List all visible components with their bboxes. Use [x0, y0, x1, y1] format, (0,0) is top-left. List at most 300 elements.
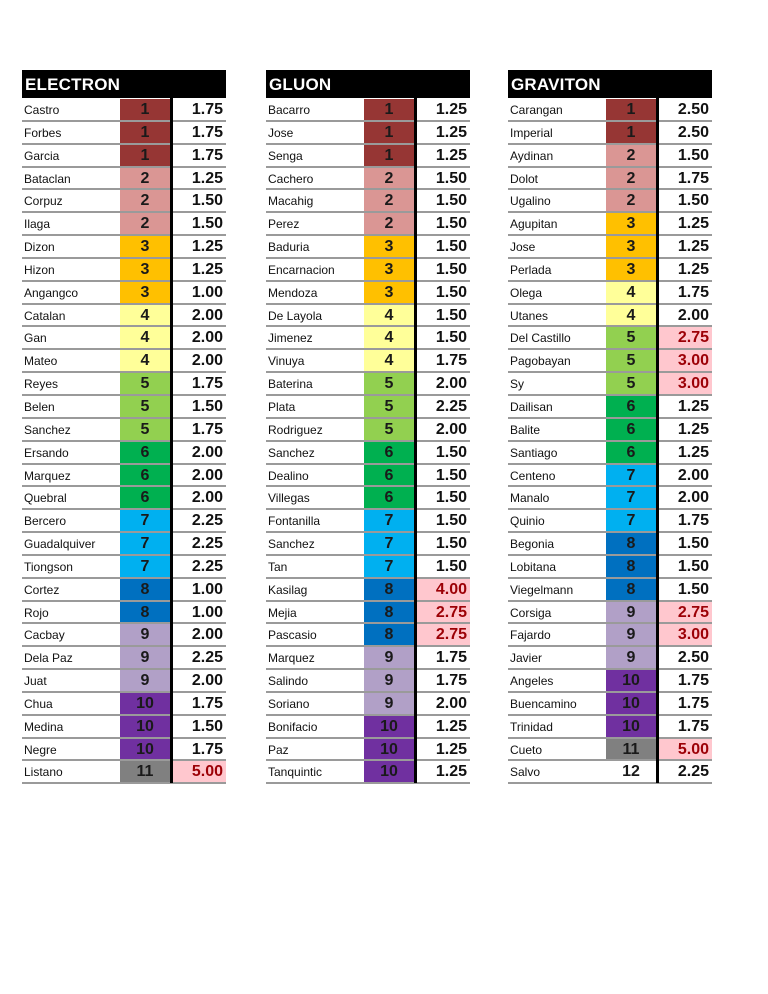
table-row: [22, 556, 226, 579]
table-row: [22, 168, 226, 191]
value-cell-flagged: 2.75: [659, 327, 712, 348]
group-cell: 9: [364, 693, 414, 714]
group-cell: 1: [364, 145, 414, 166]
name-cell: Aydinan: [510, 148, 554, 163]
name-cell: Bacarro: [268, 103, 311, 117]
name-cell: Rodriguez: [268, 422, 323, 437]
name-cell: Tan: [268, 559, 288, 574]
group-cell: 8: [120, 602, 170, 623]
table-row: [266, 487, 470, 510]
value-cell: 2.00: [191, 672, 223, 690]
name-cell: Guadalquiver: [24, 537, 96, 552]
group-cell: 9: [364, 670, 414, 691]
group-cell: 2: [606, 145, 656, 166]
group-cell: 4: [120, 327, 170, 348]
value-cell: 1.75: [677, 694, 709, 712]
table-row: [508, 282, 712, 305]
name-cell: Senga: [268, 148, 303, 163]
group-cell: 11: [606, 739, 656, 760]
table-row: [266, 739, 470, 762]
group-cell: 9: [364, 647, 414, 668]
name-cell: Dela Paz: [24, 651, 73, 666]
table-row: [508, 190, 712, 213]
table-row: [508, 350, 712, 373]
group-cell: 7: [606, 510, 656, 531]
name-cell: Chua: [24, 696, 53, 711]
table-row: [266, 510, 470, 533]
group-cell: 8: [120, 579, 170, 600]
table-row: [508, 510, 712, 533]
value-cell: 1.50: [677, 557, 709, 575]
table-graviton: [508, 70, 712, 784]
group-cell: 1: [120, 122, 170, 143]
group-cell: 10: [606, 693, 656, 714]
table-row: [508, 761, 712, 784]
value-cell: 1.50: [677, 146, 709, 164]
table-row: [508, 579, 712, 602]
table-row: [266, 145, 470, 168]
value-cell: 2.00: [677, 489, 709, 507]
table-row: [266, 442, 470, 465]
table-row: [266, 122, 470, 145]
table-row: [22, 693, 226, 716]
value-cell: 1.50: [435, 329, 467, 347]
table-title: GLUON: [266, 70, 470, 98]
name-cell: Bataclan: [24, 171, 71, 186]
value-cell: 1.50: [435, 466, 467, 484]
name-cell: Centeno: [510, 468, 556, 483]
table-body: [22, 99, 226, 784]
name-cell: Gan: [24, 331, 47, 346]
name-cell: Jose: [268, 125, 294, 140]
group-cell: 9: [606, 647, 656, 668]
group-cell: 11: [120, 761, 170, 782]
value-cell: 1.75: [677, 717, 709, 735]
table-row: [22, 259, 226, 282]
value-cell: 2.00: [435, 375, 467, 393]
group-cell: 3: [364, 259, 414, 280]
value-cell: 1.50: [677, 192, 709, 210]
name-cell: Sy: [510, 377, 525, 392]
group-cell: 3: [606, 236, 656, 257]
name-cell: Baduria: [268, 240, 310, 255]
value-cell: 1.25: [435, 101, 467, 118]
name-cell: Sanchez: [268, 537, 315, 552]
value-cell: 1.50: [677, 535, 709, 553]
name-cell: Salvo: [510, 765, 541, 780]
group-cell: 10: [606, 670, 656, 691]
table-row: [266, 305, 470, 328]
value-cell-flagged: 5.00: [659, 739, 712, 760]
name-cell: Javier: [510, 651, 543, 666]
table-row: [22, 716, 226, 739]
name-cell: Negre: [24, 742, 57, 757]
value-cell: 1.25: [677, 238, 709, 256]
group-cell: 10: [364, 716, 414, 737]
name-cell: De Layola: [268, 308, 323, 323]
group-cell: 4: [606, 282, 656, 303]
table-row: [22, 396, 226, 419]
value-cell: 2.25: [191, 557, 223, 575]
value-cell: 1.50: [435, 238, 467, 256]
name-cell: Fontanilla: [268, 514, 321, 529]
group-cell: 8: [606, 533, 656, 554]
name-cell: Agupitan: [510, 217, 558, 232]
table-row: [22, 213, 226, 236]
name-cell: Bercero: [24, 514, 67, 529]
group-cell: 5: [120, 419, 170, 440]
name-cell: Sanchez: [268, 445, 315, 460]
value-cell-flagged: 3.00: [659, 624, 712, 645]
value-cell: 1.75: [677, 283, 709, 301]
group-cell: 7: [120, 533, 170, 554]
group-cell: 1: [120, 145, 170, 166]
table-row: [22, 647, 226, 670]
name-cell: Belen: [24, 399, 55, 414]
group-cell: 4: [120, 350, 170, 371]
name-cell: Carangan: [510, 103, 563, 117]
name-cell: Soriano: [268, 696, 310, 711]
table-gluon: [266, 70, 470, 784]
value-cell: 1.75: [191, 740, 223, 758]
table-row: [22, 487, 226, 510]
name-cell: Marquez: [268, 651, 315, 666]
table-row: [508, 624, 712, 647]
value-cell: 1.25: [677, 215, 709, 233]
name-cell: Macahig: [268, 194, 314, 209]
name-cell: Dolot: [510, 171, 539, 186]
table-row: [508, 670, 712, 693]
table-row: [266, 556, 470, 579]
value-cell: 1.50: [435, 306, 467, 324]
group-cell: 5: [364, 396, 414, 417]
group-cell: 7: [120, 510, 170, 531]
table-row: [266, 99, 470, 122]
group-cell: 3: [120, 236, 170, 257]
group-cell: 6: [120, 487, 170, 508]
value-cell-flagged: 3.00: [659, 350, 712, 371]
value-cell: 1.50: [435, 443, 467, 461]
table-row: [22, 761, 226, 784]
value-cell: 1.50: [677, 580, 709, 598]
name-cell: Tanquintic: [268, 765, 323, 780]
group-cell: 5: [606, 350, 656, 371]
table-row: [22, 739, 226, 762]
table-row: [266, 396, 470, 419]
name-cell: Quinio: [510, 514, 545, 529]
table-row: [508, 739, 712, 762]
table-row: [22, 122, 226, 145]
name-cell: Dizon: [24, 240, 55, 255]
group-cell: 6: [606, 419, 656, 440]
group-cell: 8: [364, 579, 414, 600]
group-cell: 10: [364, 761, 414, 782]
name-cell: Marquez: [24, 468, 71, 483]
value-cell: 2.25: [435, 397, 467, 415]
table-row: [266, 190, 470, 213]
table-row: [22, 236, 226, 259]
name-cell: Quebral: [24, 491, 67, 506]
name-cell: Lobitana: [510, 559, 557, 574]
value-cell: 1.25: [677, 420, 709, 438]
value-cell: 1.50: [435, 192, 467, 210]
group-cell: 6: [120, 442, 170, 463]
value-cell: 1.50: [191, 397, 223, 415]
value-cell: 2.00: [435, 694, 467, 712]
name-cell: Corsiga: [510, 605, 552, 620]
value-cell: 1.75: [191, 694, 223, 712]
name-cell: Medina: [24, 719, 64, 734]
table-row: [266, 602, 470, 625]
value-cell: 2.00: [191, 443, 223, 461]
value-cell: 2.00: [677, 306, 709, 324]
table-body: [266, 99, 470, 784]
group-cell: 6: [606, 442, 656, 463]
name-cell: Del Castillo: [510, 331, 571, 346]
value-cell: 2.50: [677, 649, 709, 667]
table-title: GRAVITON: [508, 70, 712, 98]
table-row: [22, 510, 226, 533]
table-row: [266, 373, 470, 396]
table-row: [508, 145, 712, 168]
name-cell: Kasilag: [268, 582, 308, 597]
table-electron: [22, 70, 226, 784]
table-row: [508, 556, 712, 579]
table-title: ELECTRON: [22, 70, 226, 98]
table-row: [508, 259, 712, 282]
name-cell: Cortez: [24, 582, 60, 597]
group-cell: 1: [364, 99, 414, 120]
group-cell: 1: [364, 122, 414, 143]
value-cell: 1.25: [191, 260, 223, 278]
group-cell: 3: [606, 213, 656, 234]
value-cell: 1.75: [677, 672, 709, 690]
group-cell: 6: [364, 442, 414, 463]
value-cell: 1.25: [191, 169, 223, 187]
name-cell: Viegelmann: [510, 582, 574, 597]
name-cell: Mateo: [24, 354, 58, 369]
value-cell: 1.25: [677, 397, 709, 415]
table-row: [22, 305, 226, 328]
value-cell-flagged: 3.00: [659, 373, 712, 394]
name-cell: Garcia: [24, 148, 60, 163]
name-cell: Catalan: [24, 308, 66, 323]
name-cell: Baterina: [268, 377, 313, 392]
name-cell: Balite: [510, 422, 541, 437]
name-cell: Corpuz: [24, 194, 63, 209]
group-cell: 1: [606, 122, 656, 143]
name-cell: Cachero: [268, 171, 314, 186]
name-cell: Fajardo: [510, 628, 551, 643]
name-cell: Utanes: [510, 308, 549, 323]
name-cell: Perez: [268, 217, 300, 232]
value-cell: 1.25: [435, 740, 467, 758]
name-cell: Cacbay: [24, 628, 65, 643]
group-cell: 9: [606, 624, 656, 645]
name-cell: Mendoza: [268, 285, 318, 300]
group-cell: 10: [606, 716, 656, 737]
value-cell: 1.25: [435, 763, 467, 781]
group-cell: 2: [364, 168, 414, 189]
group-cell: 5: [606, 373, 656, 394]
table-row: [508, 716, 712, 739]
table-row: [266, 624, 470, 647]
group-cell: 7: [364, 533, 414, 554]
name-cell: Encarnacion: [268, 262, 335, 277]
table-row: [22, 579, 226, 602]
table-row: [508, 647, 712, 670]
group-cell: 2: [364, 213, 414, 234]
table-row: [266, 533, 470, 556]
group-cell: 3: [120, 259, 170, 280]
group-cell: 2: [364, 190, 414, 211]
value-cell: 1.50: [191, 215, 223, 233]
group-cell: 5: [364, 373, 414, 394]
value-cell: 1.50: [191, 717, 223, 735]
name-cell: Bonifacio: [268, 719, 318, 734]
name-cell: Sanchez: [24, 422, 71, 437]
value-cell: 2.25: [191, 512, 223, 530]
name-cell: Cueto: [510, 742, 543, 757]
table-row: [266, 579, 470, 602]
table-row: [22, 442, 226, 465]
value-cell: 1.00: [191, 580, 223, 598]
name-cell: Ersando: [24, 445, 69, 460]
table-row: [266, 419, 470, 442]
table-row: [508, 602, 712, 625]
table-row: [508, 487, 712, 510]
value-cell: 1.50: [435, 489, 467, 507]
value-cell: 1.75: [191, 146, 223, 164]
group-cell: 3: [364, 236, 414, 257]
name-cell: Trinidad: [510, 719, 553, 734]
value-cell-flagged: 2.75: [659, 602, 712, 623]
name-cell: Dailisan: [510, 399, 553, 414]
table-row: [266, 670, 470, 693]
name-cell: Listano: [24, 765, 63, 780]
group-cell: 4: [120, 305, 170, 326]
name-cell: Jose: [510, 240, 536, 255]
value-cell: 1.50: [435, 215, 467, 233]
name-cell: Reyes: [24, 377, 59, 392]
table-row: [508, 396, 712, 419]
value-cell-flagged: 2.75: [417, 602, 470, 623]
value-cell: 1.25: [435, 123, 467, 141]
group-cell: 4: [364, 350, 414, 371]
table-row: [508, 236, 712, 259]
name-cell: Jimenez: [268, 331, 313, 346]
group-cell: 7: [606, 487, 656, 508]
value-cell: 1.75: [435, 672, 467, 690]
name-cell: Angeles: [510, 674, 554, 689]
table-row: [508, 327, 712, 350]
value-cell: 1.75: [677, 169, 709, 187]
name-cell: Castro: [24, 103, 60, 117]
group-cell: 3: [606, 259, 656, 280]
name-cell: Salindo: [268, 674, 309, 689]
table-row: [508, 465, 712, 488]
group-cell: 10: [120, 739, 170, 760]
name-cell: Buencamino: [510, 696, 577, 711]
table-row: [266, 259, 470, 282]
table-row: [22, 327, 226, 350]
value-cell: 1.50: [435, 169, 467, 187]
table-row: [266, 282, 470, 305]
value-cell: 2.00: [435, 420, 467, 438]
value-cell: 2.00: [191, 626, 223, 644]
value-cell: 1.50: [435, 535, 467, 553]
value-cell: 1.00: [191, 283, 223, 301]
table-row: [266, 693, 470, 716]
group-cell: 9: [120, 647, 170, 668]
group-cell: 2: [120, 168, 170, 189]
name-cell: Pascasio: [268, 628, 317, 643]
table-row: [508, 99, 712, 122]
table-row: [508, 213, 712, 236]
name-cell: Dealino: [268, 468, 309, 483]
value-cell-flagged: 2.75: [417, 624, 470, 645]
group-cell: 8: [606, 556, 656, 577]
group-cell: 5: [364, 419, 414, 440]
group-cell: 2: [120, 213, 170, 234]
table-row: [266, 716, 470, 739]
value-cell: 1.75: [191, 420, 223, 438]
table-row: [266, 465, 470, 488]
group-cell: 6: [120, 465, 170, 486]
group-cell: 4: [606, 305, 656, 326]
table-row: [508, 442, 712, 465]
group-cell: 10: [120, 693, 170, 714]
name-cell: Vinuya: [268, 354, 305, 369]
value-cell: 1.25: [435, 717, 467, 735]
table-row: [508, 122, 712, 145]
value-cell: 2.00: [191, 352, 223, 370]
group-cell: 9: [606, 602, 656, 623]
table-row: [22, 190, 226, 213]
value-cell: 2.50: [677, 123, 709, 141]
group-cell: 6: [364, 487, 414, 508]
value-cell: 1.00: [191, 603, 223, 621]
group-cell: 7: [120, 556, 170, 577]
name-cell: Ugalino: [510, 194, 551, 209]
group-cell: 3: [120, 282, 170, 303]
group-cell: 2: [606, 190, 656, 211]
table-row: [508, 533, 712, 556]
name-cell: Imperial: [510, 125, 553, 140]
name-cell: Ilaga: [24, 217, 51, 232]
table-row: [22, 465, 226, 488]
group-cell: 5: [120, 373, 170, 394]
name-cell: Forbes: [24, 125, 62, 140]
value-cell: 1.75: [435, 649, 467, 667]
value-cell: 1.50: [191, 192, 223, 210]
table-row: [266, 327, 470, 350]
group-cell: 8: [606, 579, 656, 600]
value-cell: 1.75: [435, 352, 467, 370]
table-row: [508, 305, 712, 328]
name-cell: Angangco: [24, 285, 79, 300]
group-cell: 1: [120, 99, 170, 120]
group-cell: 4: [364, 305, 414, 326]
name-cell: Tiongson: [24, 559, 73, 574]
value-cell: 1.75: [677, 512, 709, 530]
table-row: [266, 350, 470, 373]
table-row: [266, 236, 470, 259]
value-cell: 2.25: [677, 763, 709, 781]
value-cell: 2.25: [191, 535, 223, 553]
table-row: [266, 213, 470, 236]
group-cell: 8: [364, 624, 414, 645]
